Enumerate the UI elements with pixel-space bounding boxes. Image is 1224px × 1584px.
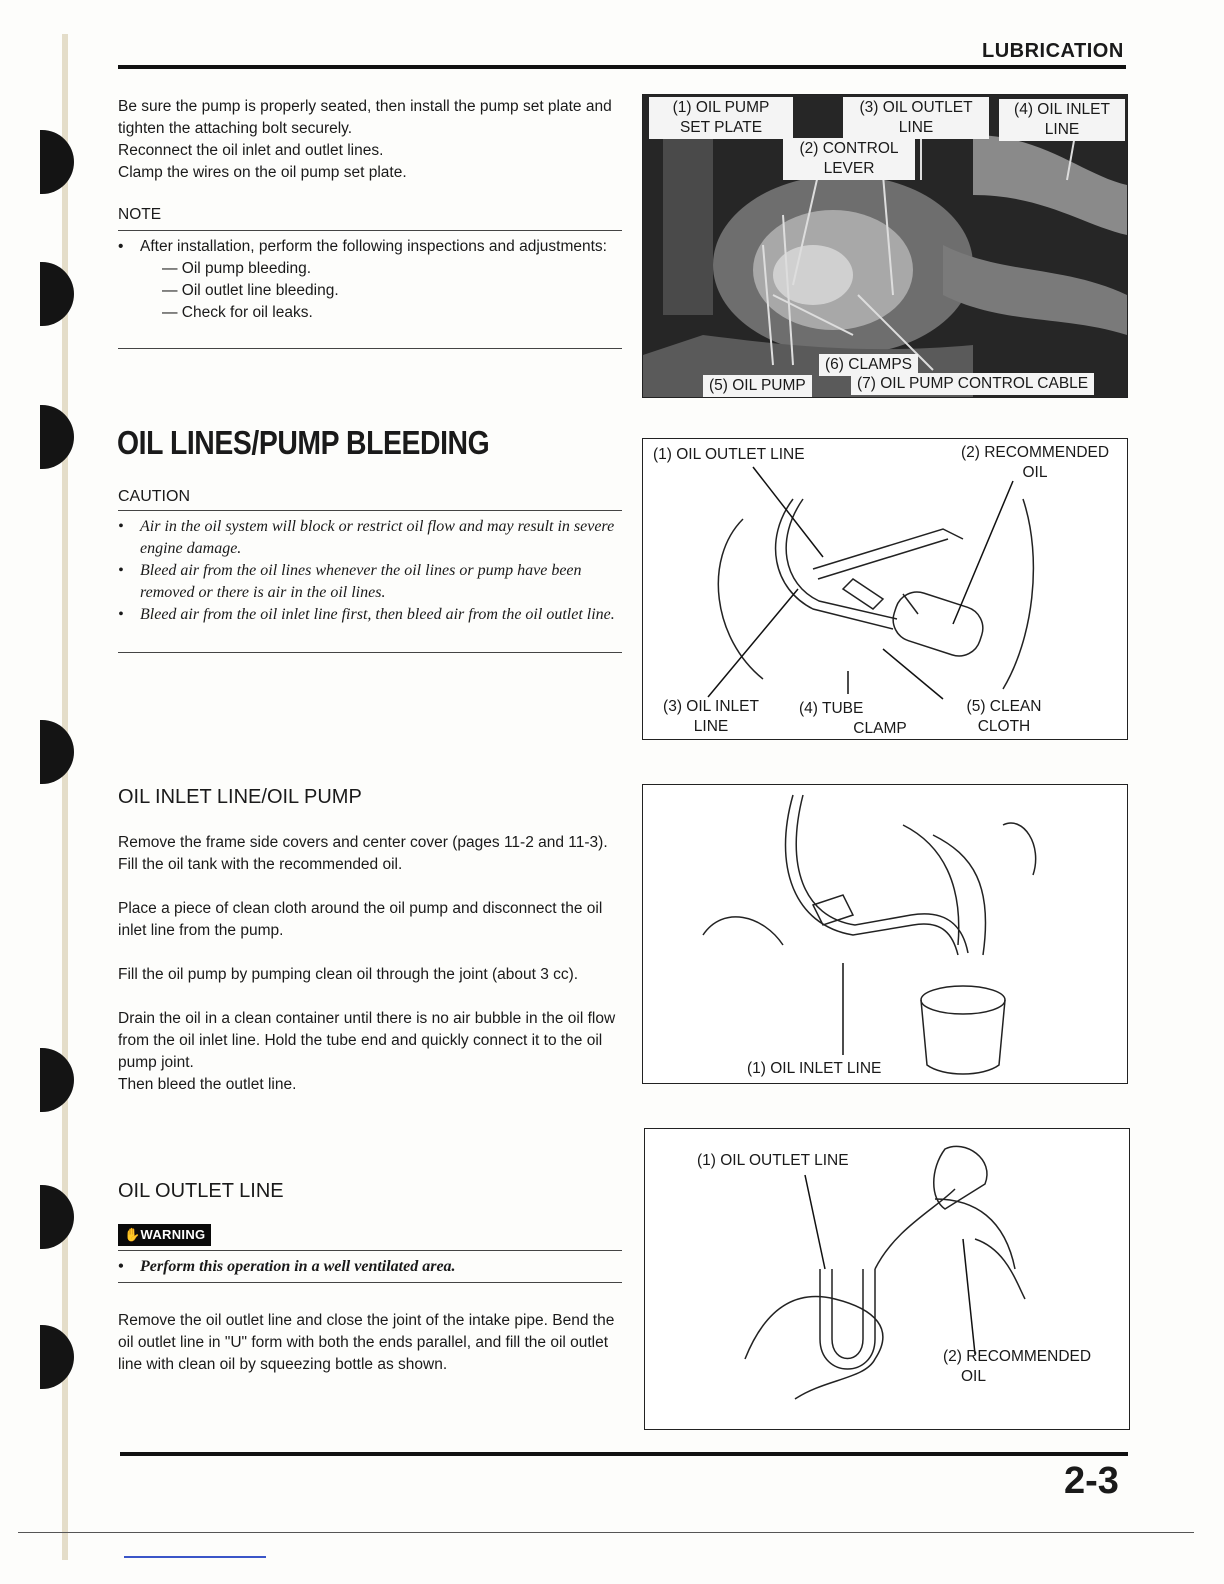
caution-bullet: • Air in the oil system will block or restrict oil flow and may result in severe engine damage. [118, 516, 622, 560]
warning-rule [118, 1250, 622, 1251]
note-subitem: — Oil pump bleeding. [162, 260, 312, 277]
binder-hole [40, 405, 74, 469]
inlet-heading: OIL INLET LINE/OIL PUMP [118, 786, 362, 808]
page-number: 2-3 [1064, 1460, 1119, 1502]
warning-bullet: • Perform this operation in a well ventilated area. [118, 1256, 622, 1278]
warning-badge [118, 1224, 211, 1246]
oil-pump-bleeding-diagram [642, 438, 1128, 740]
fig2-label [939, 697, 1069, 737]
note-rule [118, 230, 622, 231]
caution-bullet: • Bleed air from the oil inlet line first, then bleed air from the oil outlet line. [118, 604, 622, 626]
fig2-label: (1) OIL OUTLET LINE [653, 446, 805, 463]
caution-label: CAUTION [118, 488, 190, 505]
fig1-label: (6) CLAMPS [819, 354, 918, 376]
inlet-line-draining-diagram [642, 784, 1128, 1084]
fig1-label-line: SET PLATE [679, 119, 763, 136]
fig4-label-line: OIL [961, 1368, 986, 1385]
caution-rule [118, 510, 622, 511]
note-subitem: — Check for oil leaks. [162, 304, 313, 321]
note-label: NOTE [118, 206, 162, 223]
fig1-label-line: (1) OIL PUMP [672, 99, 770, 116]
fig3-label: (1) OIL INLET LINE [747, 1060, 882, 1077]
fig4-label-line: (2) RECOMMENDED [942, 1348, 1092, 1365]
section-title: OIL LINES/PUMP BLEEDING [117, 424, 490, 461]
caution-rule-bottom [118, 652, 622, 653]
fig1-label [843, 97, 989, 139]
inlet-line-draining-illustration [643, 785, 1127, 1083]
fig4-label: (1) OIL OUTLET LINE [697, 1152, 849, 1169]
footer-rule [120, 1452, 1128, 1456]
fig1-label [783, 138, 915, 180]
fig1-label: (5) OIL PUMP [703, 375, 812, 397]
inlet-instructions [118, 832, 624, 1096]
binder-hole [40, 262, 74, 326]
binder-hole [40, 1325, 74, 1389]
fig1-label: (7) OIL PUMP CONTROL CABLE [851, 373, 1094, 395]
oil-pump-photo [642, 94, 1128, 398]
fig2-label-line: (3) OIL INLET [663, 698, 759, 715]
fig2-label [651, 697, 771, 737]
install-paragraph: Be sure the pump is properly seated, then install the pump set plate and tighten the attaching bolt securely. [118, 98, 612, 137]
section-header: LUBRICATION [982, 40, 1124, 62]
outlet-paragraph: Remove the oil outlet line and close the joint of the intake pipe. Bend the oil outlet line in "U" form with both the ends parallel, and fill the oil outlet line with clean oil by squeezing bottle as shown. [118, 1312, 615, 1373]
fig2-label-line: (5) CLEAN [966, 698, 1042, 715]
fig2-label-line: LINE [693, 718, 729, 735]
fig1-label-line: (3) OIL OUTLET [859, 99, 973, 116]
fig2-label [947, 443, 1123, 483]
inlet-paragraph: Then bleed the outlet line. [118, 1076, 297, 1093]
caution-bullet: • Bleed air from the oil lines whenever the oil lines or pump have been removed or there is air in the oil lines. [118, 560, 622, 604]
caution-block [118, 516, 622, 626]
fig1-label [649, 97, 793, 139]
warning-hand-icon: ✋ [124, 1227, 141, 1242]
note-rule-bottom [118, 348, 622, 349]
outlet-line-filling-diagram [644, 1128, 1130, 1430]
warning-block [118, 1256, 622, 1278]
note-bullet: After installation, perform the following inspections and adjustments: [140, 238, 607, 255]
fig1-label-line: LEVER [823, 160, 875, 177]
inlet-paragraph: Remove the frame side covers and center cover (pages 11-2 and 11-3). [118, 834, 608, 851]
fig2-label-line: OIL [1022, 464, 1048, 481]
fig2-label-line: CLOTH [977, 718, 1031, 735]
warning-label: WARNING [140, 1227, 206, 1242]
binder-hole [40, 1185, 74, 1249]
inlet-paragraph: Fill the oil tank with the recommended oil. [118, 856, 403, 873]
fig2-label-line: (4) TUBE [799, 700, 864, 717]
note-block [118, 236, 622, 324]
binder-edge [62, 34, 68, 1560]
fig4-label [929, 1347, 1105, 1387]
install-instructions [118, 96, 624, 184]
oil-pump-bleeding-illustration [643, 439, 1127, 739]
fig1-label-line: (2) CONTROL [799, 140, 899, 157]
binder-hole [40, 1048, 74, 1112]
fig1-label [999, 99, 1125, 141]
fig1-label-line: LINE [898, 119, 934, 136]
header-rule [118, 65, 1126, 69]
outlet-heading: OIL OUTLET LINE [118, 1180, 284, 1202]
fig2-label [793, 699, 923, 739]
fig2-label-line: CLAMP [853, 720, 907, 737]
warning-rule-bottom [118, 1282, 622, 1283]
binder-hole [40, 720, 74, 784]
fig2-label-line: (2) RECOMMENDED [960, 444, 1110, 461]
link-underline [124, 1556, 266, 1558]
inlet-paragraph: Place a piece of clean cloth around the oil pump and disconnect the oil inlet line from the pump. [118, 900, 603, 939]
install-paragraph: Reconnect the oil inlet and outlet lines. [118, 142, 384, 159]
note-subitem: — Oil outlet line bleeding. [162, 282, 339, 299]
inlet-paragraph: Fill the oil pump by pumping clean oil through the joint (about 3 cc). [118, 966, 579, 983]
fig1-label-line: (4) OIL INLET [1014, 101, 1110, 118]
inlet-paragraph: Drain the oil in a clean container until there is no air bubble in the oil flow from the oil inlet line. Hold the tube end and quickly connect it to the oil pump joint. [118, 1010, 616, 1071]
page-edge-line [18, 1532, 1194, 1533]
binder-hole [40, 130, 74, 194]
install-paragraph: Clamp the wires on the oil pump set plate. [118, 164, 407, 181]
fig1-label-line: LINE [1044, 121, 1080, 138]
